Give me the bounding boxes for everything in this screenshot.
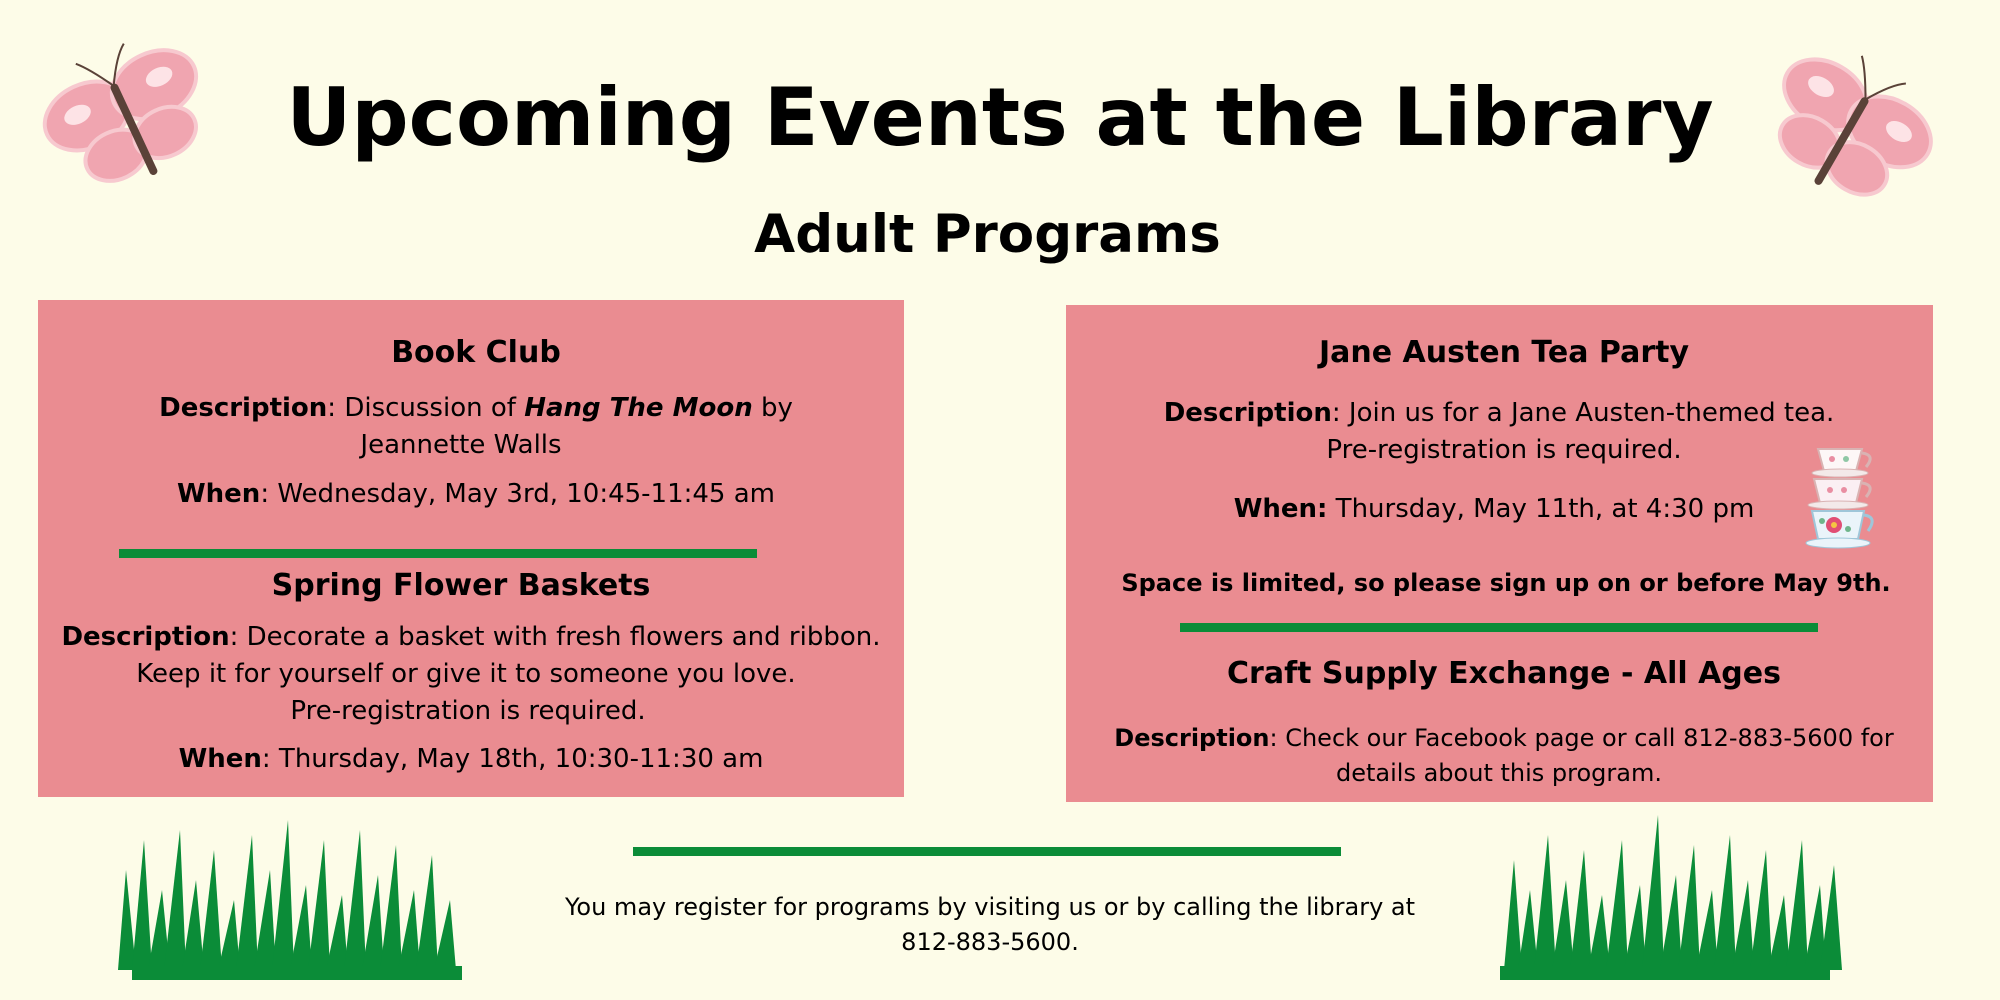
- page-subtitle: Adult Programs: [754, 204, 1221, 265]
- grass-icon-left: [118, 810, 463, 982]
- book-club-author: Jeannette Walls: [360, 430, 562, 460]
- grass-icon-right: [1500, 810, 1845, 982]
- book-club-when: When: Wednesday, May 3rd, 10:45-11:45 am: [176, 479, 775, 509]
- footer-register-note: You may register for programs by visiting us or by calling the library at 812-883-5600.: [564, 893, 1416, 956]
- description-label: Description: [61, 622, 230, 652]
- flower-baskets-description-line3: Pre-registration is required.: [290, 696, 646, 726]
- footer-divider: [633, 847, 1341, 856]
- tea-party-note: Space is limited, so please sign up on or before May 9th.: [1121, 569, 1891, 597]
- craft-exchange-description-line2: details about this program.: [1336, 759, 1662, 787]
- book-club-title: Book Club: [391, 335, 561, 370]
- when-label: When:: [1233, 494, 1328, 524]
- when-label: When: [178, 744, 262, 774]
- page-title: Upcoming Events at the Library: [286, 71, 1714, 164]
- craft-exchange-title: Craft Supply Exchange - All Ages: [1227, 656, 1781, 691]
- description-label: Description: [159, 393, 328, 423]
- event-card-right: [1066, 305, 1933, 802]
- craft-exchange-description: Description: Check our Facebook page or call 812-883-5600 for: [1114, 724, 1894, 752]
- flower-baskets-description-line2: Keep it for yourself or give it to someone you love.: [136, 659, 796, 689]
- event-card-left: [38, 300, 904, 797]
- description-label: Description: [1114, 724, 1270, 752]
- flower-baskets-when: When: Thursday, May 18th, 10:30-11:30 am: [178, 744, 764, 774]
- teacups-icon: [1804, 433, 1884, 558]
- divider: [119, 549, 757, 558]
- when-label: When: [176, 479, 261, 509]
- description-label: Description: [1163, 398, 1332, 428]
- flower-baskets-title: Spring Flower Baskets: [271, 568, 651, 603]
- tea-party-description: Description: Join us for a Jane Austen-themed tea.: [1163, 398, 1835, 428]
- book-title: Hang The Moon: [524, 393, 753, 423]
- divider: [1180, 623, 1818, 632]
- tea-party-description-line2: Pre-registration is required.: [1326, 435, 1682, 465]
- book-club-description: Description: Discussion of Hang The Moon by: [159, 393, 793, 423]
- flower-baskets-description: Description: Decorate a basket with fresh flowers and ribbon.: [61, 622, 881, 652]
- tea-party-when: When: Thursday, May 11th, at 4:30 pm: [1233, 494, 1755, 524]
- tea-party-title: Jane Austen Tea Party: [1318, 335, 1690, 370]
